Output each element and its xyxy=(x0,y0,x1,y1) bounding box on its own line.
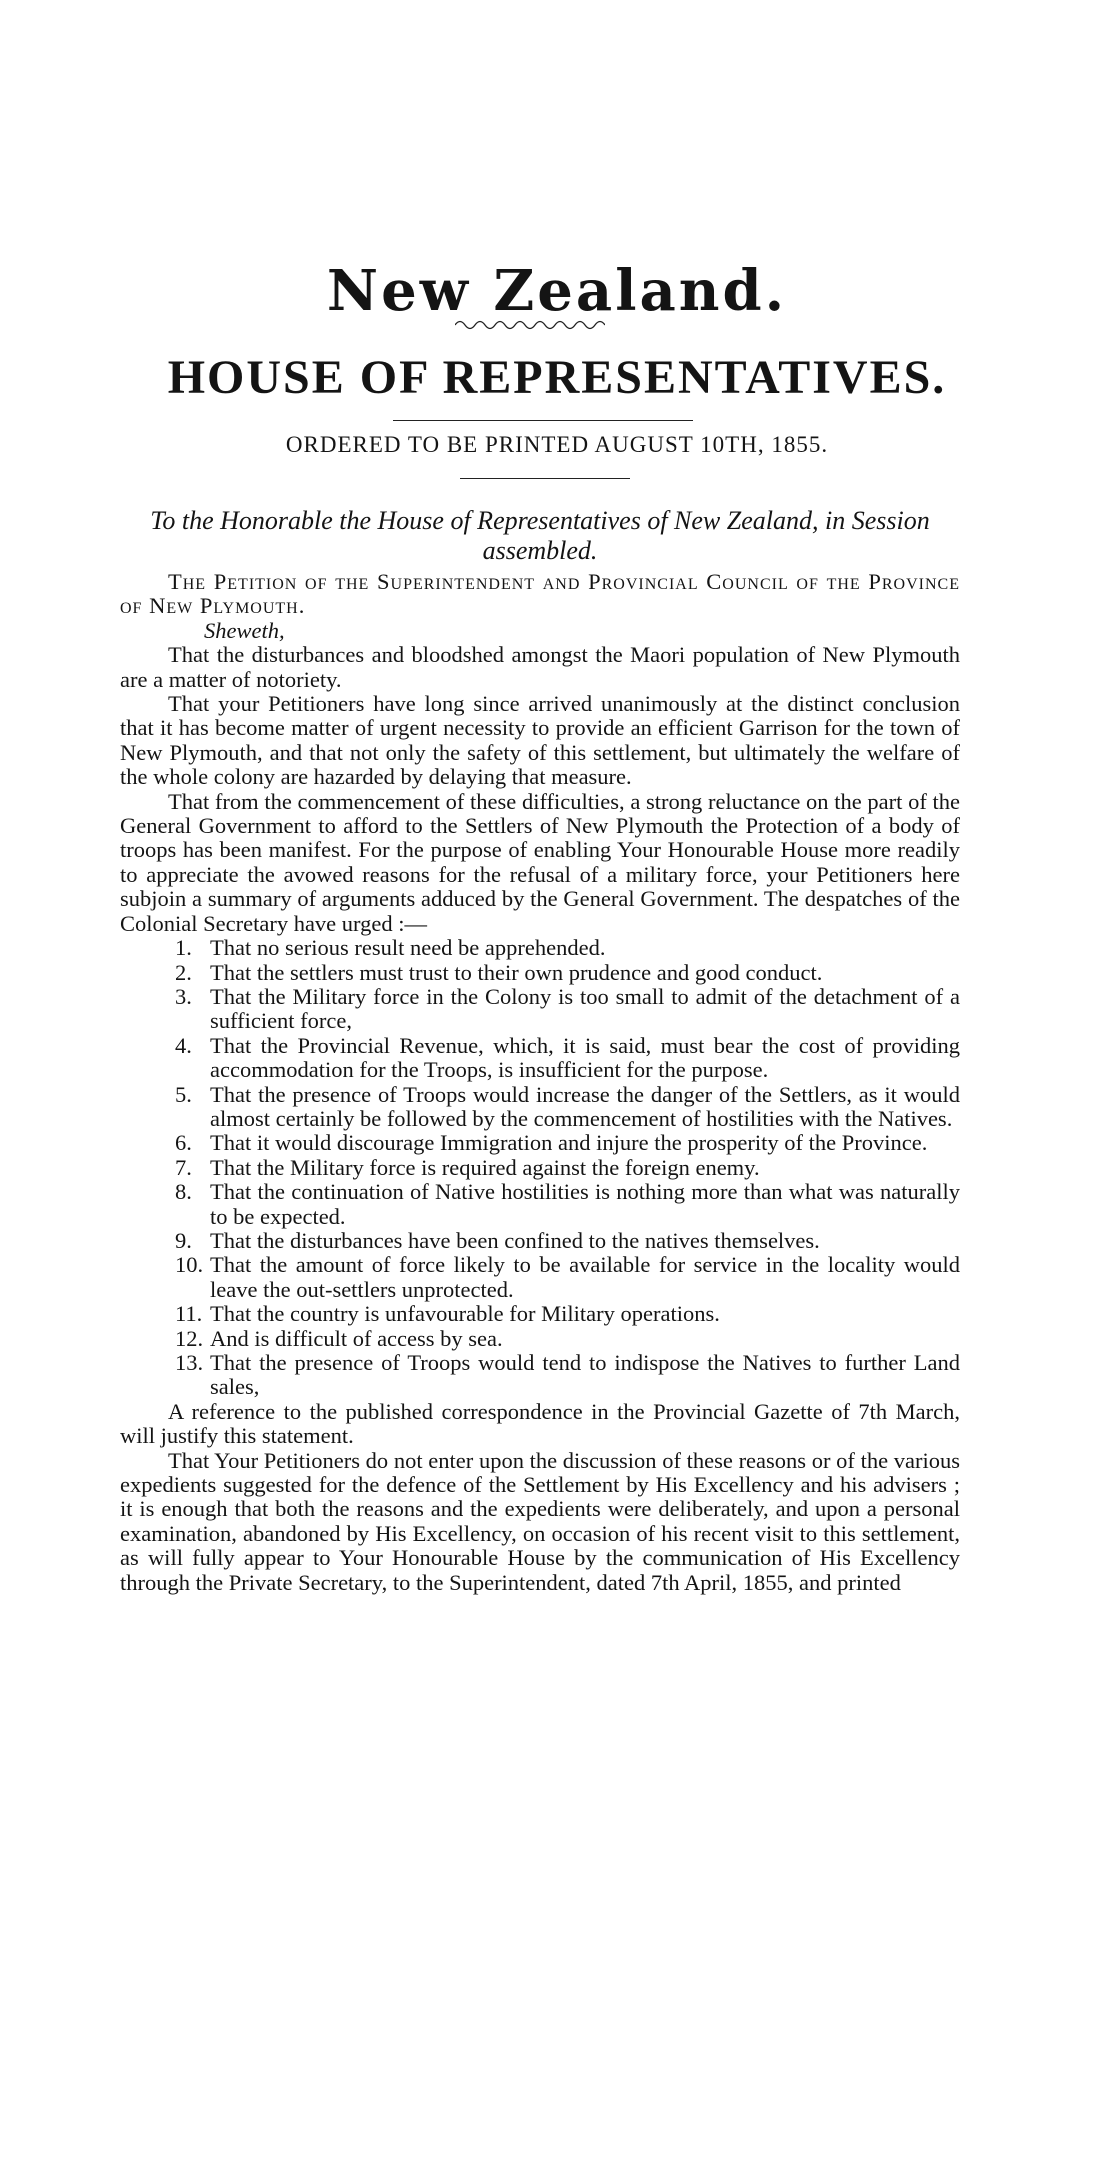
list-item: 9. That the disturbances have been confined to the natives themselves. xyxy=(175,1227,820,1253)
list-item: 13. That the presence of Troops would tend to indispose the Natives to further Land sales, xyxy=(175,1350,960,1400)
list-item: 12. And is difficult of access by sea. xyxy=(175,1325,503,1351)
blackletter-heading: New Zealand. xyxy=(326,258,788,324)
list-item: 4. That the Provincial Revenue, which, it is said, must bear the cost of providing accommodation for the Troops, is insufficient for the purpose. xyxy=(175,1032,960,1083)
list-item: 5. That the presence of Troops would increase the danger of the Settlers, as it would almost certainly be followed by the commencement of hostilities with the Natives. xyxy=(175,1081,960,1131)
list-item: 3. That the Military force in the Colony is too small to admit of the detachment of a sufficient force, xyxy=(175,983,960,1034)
list-item: 10. That the amount of force likely to be available for service in the locality would leave the out-settlers unprotected. xyxy=(175,1252,960,1302)
petition-title: The Petition of the Superintendent and Provincial Council of the Province of New Plymouth. xyxy=(120,569,960,619)
sheweth: Sheweth, xyxy=(204,617,285,643)
divider-rule xyxy=(393,420,693,421)
ordered-line: ORDERED TO BE PRINTED AUGUST 10TH, 1855. xyxy=(285,432,829,457)
paragraph: That Your Petitioners do not enter upon the discussion of these reasons or of the various expedients suggested for the defence of the Settlement by His Excellency and his advisers ; it is enough that both the reasons and the expedients were deliberately, and upon a personal examination, abandoned by His Excellency, on occasion of his recent visit to this settlement, as will fully appear to Your Honourable House by the communication of His Excellency through the Private Secretary, to the Superintendent, dated 7th April, 1855, and printed xyxy=(120,1447,960,1595)
wavy-ornament xyxy=(455,318,605,332)
house-heading: HOUSE OF REPRESENTATIVES. xyxy=(167,351,947,404)
list-item: 2. That the settlers must trust to their own prudence and good conduct. xyxy=(175,959,823,985)
arguments-list xyxy=(120,936,960,1400)
list-item: 1. That no serious result need be apprehended. xyxy=(175,935,606,961)
petition-body xyxy=(120,570,960,1595)
list-item: 6. That it would discourage Immigration and injure the prosperity of the Province. xyxy=(175,1130,928,1156)
paragraph: That from the commencement of these difficulties, a strong reluctance on the part of the General Government to afford to the Settlers of New Plymouth the Protection of a body of troops has been manifest. For the purpose of enabling Your Honourable House more readily to appreciate the avowed reasons for the refusal of a military force, your Petitioners here subjoin a summary of arguments adduced by the General Government. The despatches of the Colonial Secretary have urged :— xyxy=(120,788,960,936)
paragraph: That the disturbances and bloodshed amongst the Maori population of New Plymouth are a matter of notoriety. xyxy=(120,642,960,692)
divider-rule xyxy=(460,478,630,479)
address-line: To the Honorable the House of Representatives of New Zealand, in Session assembled. xyxy=(150,506,930,565)
list-item: 11. That the country is unfavourable for Military operations. xyxy=(175,1301,720,1327)
paragraph: That your Petitioners have long since arrived unanimously at the distinct conclusion that it has become matter of urgent necessity to provide an efficient Garrison for the town of New Plymouth, and that not only the safety of this settlement, but ultimately the welfare of the whole colony are hazarded by delaying that measure. xyxy=(120,691,960,790)
paragraph: A reference to the published correspondence in the Provincial Gazette of 7th March, will justify this statement. xyxy=(120,1398,960,1449)
list-item: 8. That the continuation of Native hostilities is nothing more than what was naturally to be expected. xyxy=(175,1179,960,1229)
list-item: 7. That the Military force is required against the foreign enemy. xyxy=(175,1154,760,1180)
